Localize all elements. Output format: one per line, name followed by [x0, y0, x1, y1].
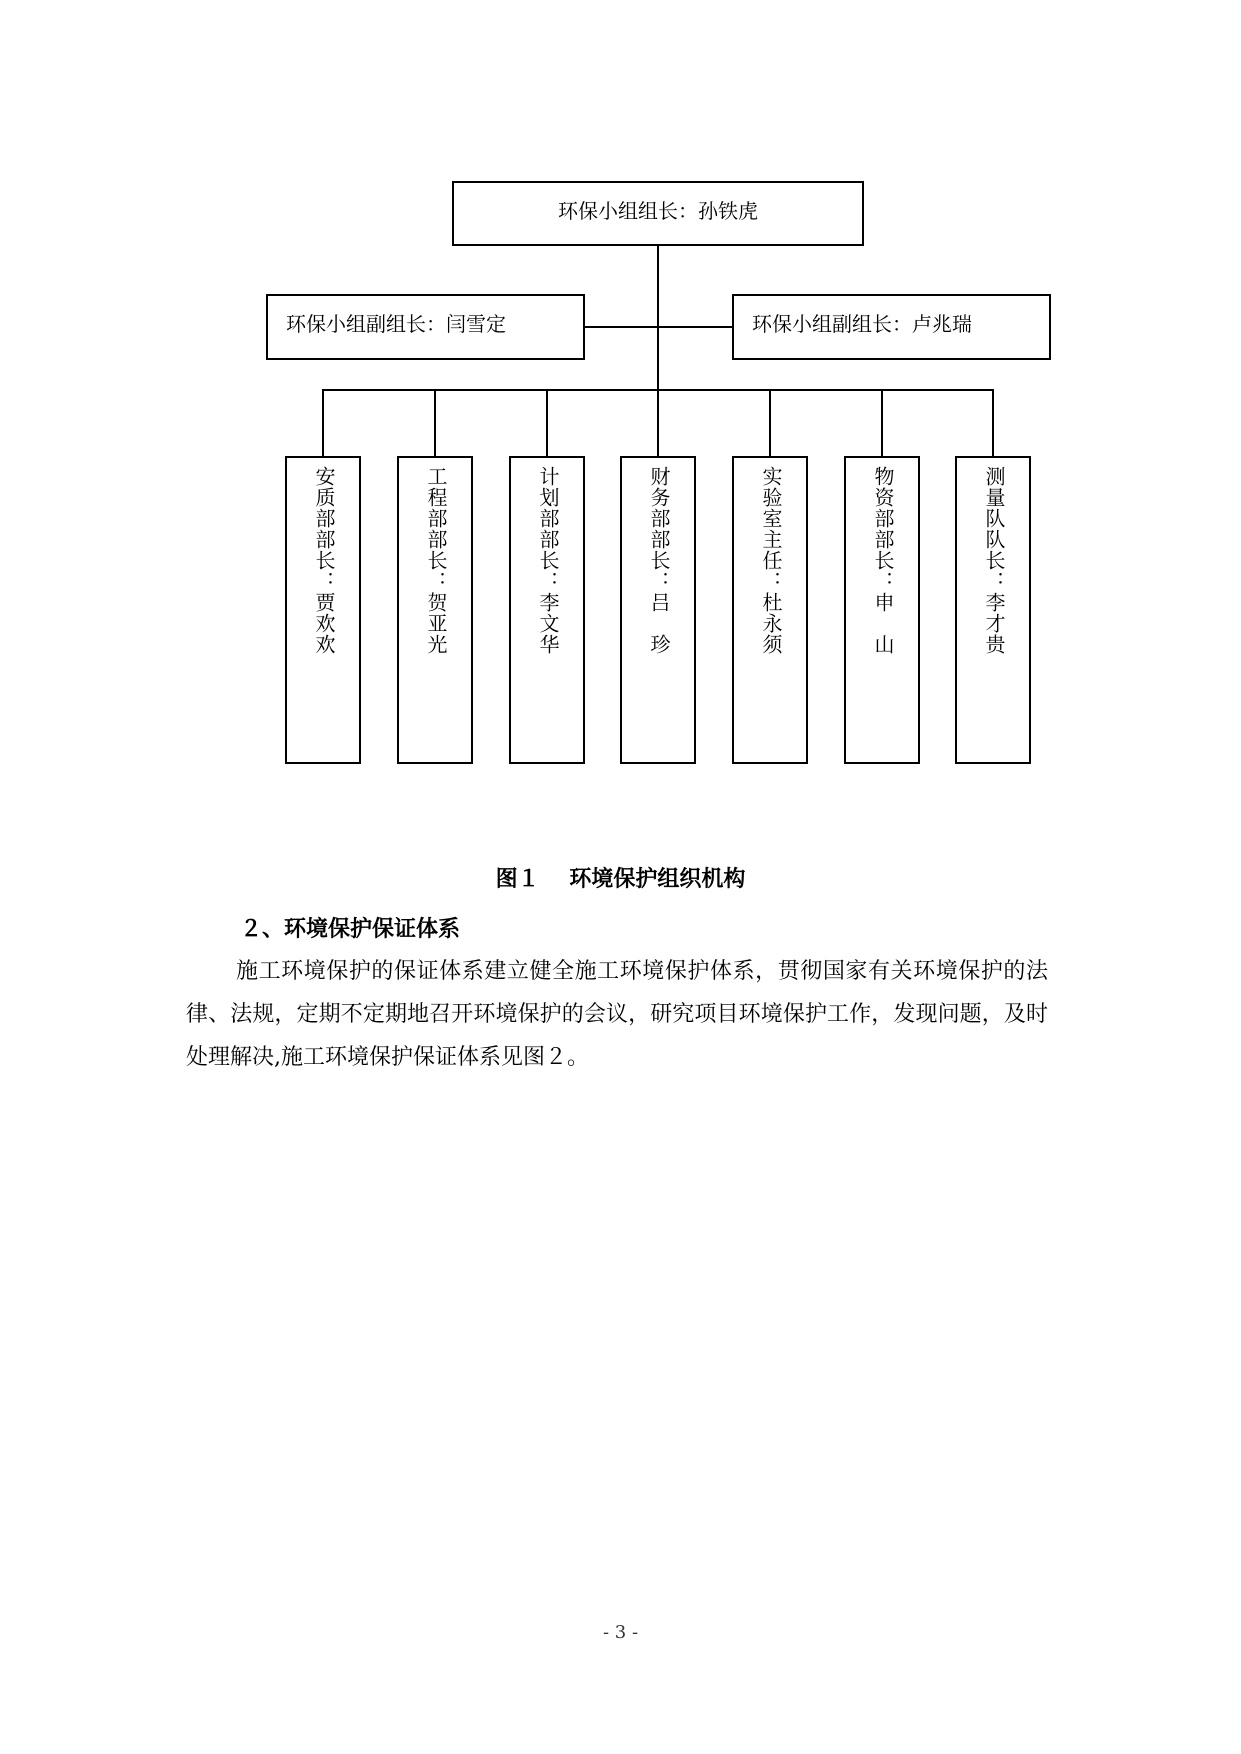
leader-label: 环保小组组长：孙铁虎	[558, 199, 758, 223]
department-box	[620, 456, 696, 764]
department-label: 工程部部长：贺亚光	[424, 466, 448, 655]
deputy-box-right	[732, 294, 1051, 360]
trunk-line	[657, 246, 659, 391]
department-drop-line	[434, 389, 436, 456]
deputy-box-left	[266, 294, 585, 360]
department-label: 财务部部长：吕 珍	[647, 466, 671, 655]
department-box	[844, 456, 920, 764]
department-label: 物资部部长：申 山	[871, 466, 895, 655]
department-box	[732, 456, 808, 764]
department-label: 测量队队长：李才贵	[982, 466, 1006, 655]
department-label: 实验室主任：杜永须	[759, 466, 783, 655]
deputy-label: 环保小组副组长：闫雪定	[286, 312, 506, 336]
body-paragraph: 施工环境保护的保证体系建立健全施工环境保护体系，贯彻国家有关环境保护的法律、法规，定期不定期地召开环境保护的会议，研究项目环境保护工作，发现问题，及时处理解决,施工环境保护保证体系见图２。	[186, 959, 1048, 1070]
figure-caption: 图１ 环境保护组织机构	[495, 866, 746, 892]
page-number: - 3 -	[602, 1622, 639, 1643]
leader-box	[452, 181, 864, 246]
department-drop-line	[769, 389, 771, 456]
department-box	[285, 456, 361, 764]
department-drop-line	[657, 389, 659, 456]
deputy-label: 环保小组副组长：卢兆瑞	[752, 312, 972, 336]
department-drop-line	[322, 389, 324, 456]
department-box	[955, 456, 1031, 764]
department-box	[509, 456, 585, 764]
department-label: 计划部部长：李文华	[536, 466, 560, 655]
department-drop-line	[881, 389, 883, 456]
department-box	[397, 456, 473, 764]
department-drop-line	[546, 389, 548, 456]
section-heading: ２、环境保护保证体系	[240, 916, 461, 942]
deputy-connector-line	[585, 326, 732, 328]
department-label: 安质部部长：贾欢欢	[312, 466, 336, 655]
department-drop-line	[992, 389, 994, 456]
